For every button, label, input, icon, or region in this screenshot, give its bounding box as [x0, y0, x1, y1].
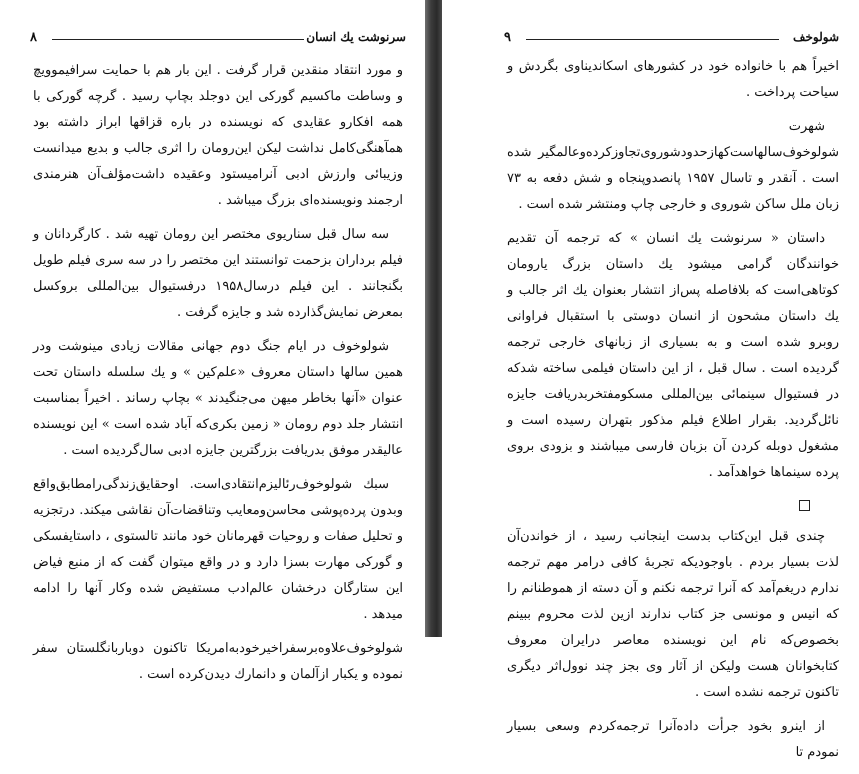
- header-rule: [52, 39, 304, 40]
- paragraph: شولوخوف در ایام جنگ دوم جهانی مقالات زیادی مینوشت ودر همین سالها داستان معروف «علم‌کین » و یك سلسله داستان تحت عنوان «آنها بخاطر میهن می‌جنگیدند » بچاپ رساند . اخیراً بمناسبت انتشار جلد دوم رومان « زمین بکری‌که آباد شده است » این نویسنده عالیقدر موفق بدریافت بزرگترین جایزه ادبی سال‌گردیده است .: [33, 339, 403, 458]
- right-page-header: [504, 30, 839, 50]
- right-book-page: [442, 0, 859, 760]
- paragraph: سبك شولوخوف‌رئالیزم‌انتقادی‌است. اوحقایق‌زندگی‌رامطابق‌واقع وبدون پرده‌پوشی محاسن‌ومعایب وتناقضات‌آن نقاشی میکند. درتجزیه و تحلیل صفات و روحیات قهرمانان خود مانند تالستوی ، داستایفسکی و گورکی مهارت بسزا دارد و در واقع میتوان گفت که از منبع فیاض این ستارگان درخشان عالم‌ادب مستفیض شده وکار آنها را ادامه میدهد .: [33, 477, 403, 622]
- running-title: شولوخف: [793, 30, 839, 44]
- paragraph: شهرت شولوخوف‌سالهاست‌کهازحدودشوروی‌تجاوزکرده‌وعالمگیر شده است . آنقدر و تاسال ۱۹۵۷ پانصدوپنجاه و شش دفعه به ۷۳ زبان ملل ساکن شوروی و خارجی چاپ ومنتشر شده است .: [507, 119, 839, 212]
- book-spine-gutter: [425, 0, 442, 637]
- page-number: ۹: [504, 30, 511, 45]
- left-book-page: [0, 0, 425, 682]
- paragraph: شولوخوف‌علاوه‌برسفراخیرخودبه‌امریکا تاکنون دوباربانگلستان سفر نموده و یکبار ازآلمان و دانمارك دیدن‌کرده است .: [33, 641, 403, 682]
- paragraph: اخیراً هم با خانواده خود در کشورهای اسکاندیناوی بگردش و سیاحت پرداخت .: [507, 59, 839, 100]
- paragraph: چندی قبل این‌کتاب بدست اینجانب رسید ، از خواندن‌آن لذت بسیار بردم . باوجودیکه تجربهٔ کافی درامر مهم ترجمه ندارم دریغم‌آمد که آنرا ترجمه نکنم و آن دسته از هموطنانم را که انیس و مونسی جز کتاب ندارند ازین لذت محروم ببینم بخصوص‌که نام این نویسنده معاصر درایران معروف کتابخوانان هست ولیکن از آثار وی بجز چند نوول‌اثر دیگری تاکنون ترجمه نشده است .: [507, 529, 839, 700]
- right-page-body: [507, 54, 839, 774]
- page-number: ۸: [30, 30, 37, 45]
- section-break-box-icon: [799, 500, 810, 511]
- running-title: سرنوشت یك انسان: [306, 30, 406, 44]
- header-rule: [526, 39, 779, 40]
- left-page-body: [33, 58, 403, 696]
- section-break: [507, 494, 839, 524]
- left-page-header: [30, 30, 406, 50]
- paragraph: سه سال قبل سناریوی مختصر این رومان تهیه شد . کارگردانان و فیلم برداران بزحمت توانستند این مختصر را در سه سری فیلم طویل بگنجانند . این فیلم درسال۱۹۵۸ درفستیوال بین‌المللی بروکسل بمعرض نمایش‌گذارده شد و جایزه گرفت .: [33, 227, 404, 320]
- paragraph: و مورد انتقاد منقدین قرار گرفت . این بار هم با حمایت سرافیموویچ و وساطت ماکسیم گورکی این دوجلد بچاپ رسید . گرچه گورکی با همه افکارو عقایدی که نویسنده در باره قزاقها ابراز داشته بود همآهنگی‌کامل نداشت لیکن این‌رومان را اثری جالب و بدیع میدانست وزیبائی وارزش ادبی آنرامیستود وعقیده داشت‌مؤلف‌آن هنرمندی ارجمند ونویسنده‌ای بزرگ میباشد .: [33, 63, 403, 208]
- paragraph: از اینرو بخود جرأت داده‌آنرا ترجمه‌کردم وسعی بسیار نمودم تا: [507, 719, 839, 760]
- paragraph: داستان « سرنوشت یك انسان » که ترجمه آن تقدیم خوانندگان گرامی میشود یك داستان بزرگ یارومان کوتاهی‌است که بلافاصله پس‌از انتشار بعنوان یك اثر جالب و یك داستان مشحون از انسان دوستی با استقبال فراوانی روبرو شده است و به بسیاری از زبانهای خارجی ترجمه گردیده است . سال قبل ، از این داستان فیلمی ساخته شدکه در فستیوال سینمائی بین‌المللی مسکومفتخربدریافت جایزه نائل‌گردید. بقرار اطلاع فیلم مذکور بتهران رسیده است و مشغول دوبله کردن آن بزبان فارسی میباشند و بزودی بروی پرده سینماها خواهدآمد .: [507, 231, 839, 480]
